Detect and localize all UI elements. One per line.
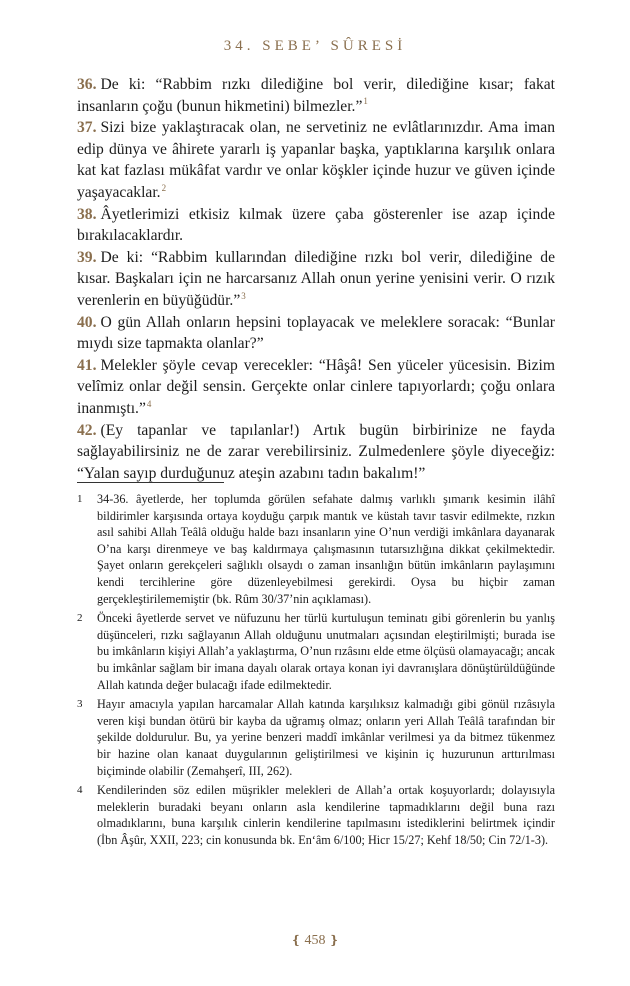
footnote-ref[interactable]: 3 <box>241 290 246 301</box>
verse-39 <box>77 247 555 312</box>
verse-42 <box>77 420 555 485</box>
ornament-right-icon: ❵ <box>329 933 340 947</box>
ornament-left-icon: ❴ <box>290 933 301 947</box>
verse-40 <box>77 312 555 355</box>
verse-36 <box>77 74 555 117</box>
footnote-4 <box>77 782 555 848</box>
verse-37 <box>77 117 555 203</box>
footnote-ref[interactable]: 2 <box>161 182 167 193</box>
page-number-footer <box>0 933 630 949</box>
verse-text: (Ey tapanlar ve tapılanlar!) Artık bugün birbirinize ne fayda sağlayabilirsiniz ne de zarar verebilirsiniz. Zulmedenlere şöyle diyeceğiz: “Yalan sayıp durduğunuz ateşin azabını tadın bakalım!” <box>77 421 555 482</box>
footnote-ref[interactable]: 1 <box>363 96 368 107</box>
verse-number: 42. <box>77 421 97 439</box>
footnote-text: Önceki âyetlerde servet ve nüfuzunu her türlü kurtuluşun teminatı gibi görenlerin bu yanlış düşünceleri, rızkı sağlayanın Allah olduğunu unutmaları açısından eleştirilmişti; burada ise bu imkânların kişiyi Allah’a yaklaştırma, O’nun rızâsını elde etme ölçüsü olamayacağı; ancak bu imkânlar sağlam bir imana dayalı olarak ortaya konan iyi davranışlara dönüştürüldüğünde Allah katında değer bulacağı ifade edilmektedir. <box>97 611 555 692</box>
verse-text: Sizi bize yaklaştıracak olan, ne servetiniz ne evlâtlarınızdır. Ama iman edip dünya ve âhirete yararlı iş yapanlar başka, yaptıklarına karşılık onlara kat kat fazlası mükâfat vardır ve onlar köşkler içinde huzur ve güven içinde yaşayacaklar. <box>77 119 555 201</box>
verse-number: 39. <box>77 248 97 266</box>
verse-text: De ki: “Rabbim rızkı dilediğine bol verir, dilediğine kısar; fakat insanların çoğu (bunun hikmetini) bilmezler.” <box>77 76 555 115</box>
verse-38 <box>77 204 555 247</box>
running-header: 34. SEBE’ SÛRESİ <box>223 38 407 54</box>
footnote-1 <box>77 491 555 607</box>
verse-number: 40. <box>77 313 97 331</box>
verse-text: De ki: “Rabbim kullarından dilediğine rızkı bol verir, dilediğine de kısar. Başkaları için ne harcarsanız Allah onun yerine yenisini verir. O rızık verenlerin en büyüğüdür.” <box>77 248 555 309</box>
footnote-3 <box>77 696 555 779</box>
footnote-text: Kendilerinden söz edilen müşrikler melekleri de Allah’a ortak koşuyorlardı; dolayısıyla meleklerin buradaki beyanı onların asla kendilerine tapmadıklarını değil buna razı olmadıklarını, buna karşılık cinlerin kendilerine tapılmasını istediklerini belirtmek içindir (İbn Âşûr, XXII, 223; cin konusunda bk. En‘âm 6/100; Hicr 15/27; Kehf 18/50; Cin 72/1-3). <box>97 783 555 847</box>
verse-41 <box>77 355 555 420</box>
verse-text: O gün Allah onların hepsini toplayacak ve meleklere soracak: “Bunlar mıydı size tapmakta olanlar?” <box>77 313 555 353</box>
verse-number: 38. <box>77 205 97 223</box>
footnote-text: Hayır amacıyla yapılan harcamalar Allah katında karşılıksız kalmadığı gibi gönül rızâsıyla veren kişi bundan ötürü bir kayba da uğramış olmaz; onların yeri Allah Teâlâ tarafından bir şekilde doldurulur. Bu, ya yerine benzeri maddî imkânlar verilmesi ya da bitmez tükenmez bir hazine olan kanaat duygularının geliştirilmesi ve kişinin iç huzurunun arttırılması biçiminde olabilir (Zemahşerî, III, 262). <box>97 697 555 778</box>
verse-text: Âyetlerimizi etkisiz kılmak üzere çaba gösterenler ise azap içinde bırakılacaklardır. <box>77 205 555 245</box>
verse-number: 41. <box>77 356 97 374</box>
footnote-number: 1 <box>77 493 83 505</box>
verse-number: 36. <box>77 76 97 93</box>
footnote-ref[interactable]: 4 <box>146 398 152 409</box>
footnote-divider <box>77 482 224 483</box>
footnote-block <box>77 491 555 851</box>
footnote-text: 34-36. âyetlerde, her toplumda görülen sefahate dalmış varlıklı şımarık kesimin ilâhî bildirimler karşısında ortaya koyduğu çarpık mantık ve küstah tavır tasvir edilmekte, rızkın asıl sahibi Allah Teâlâ olduğu halde bazı insanların yine O’nun verdiği imkânlara dayanarak O’na karşı direnmeye ve baş kaldırmaya çalışmasının tutarsızlığına dikkat çekilmektedir. Şayet onların gerekçeleri sağlıklı olsaydı o zaman insanlığın bütün imkânların paylaşımını kendi tercihlerine göre düzenleyebilmesi gerekirdi. Oysa bu hiçbir zaman gerçekleştirilememiştir (bk. Rûm 30/37’nin açıklaması). <box>97 492 555 606</box>
verse-number: 37. <box>77 119 97 137</box>
footnote-number: 4 <box>77 784 83 797</box>
footnote-2 <box>77 610 555 693</box>
verse-block <box>77 74 555 484</box>
verse-text: Melekler şöyle cevap verecekler: “Hâşâ! Sen yüceler yücesisin. Bizim velîmiz onlar değil sensin. Gerçekte onlar cinlere tapıyorlardı; çoğu onlara inanmıştı.” <box>77 356 555 417</box>
footnote-number: 3 <box>77 698 83 711</box>
footnote-number: 2 <box>77 612 83 625</box>
page-number: 458 <box>304 933 326 948</box>
